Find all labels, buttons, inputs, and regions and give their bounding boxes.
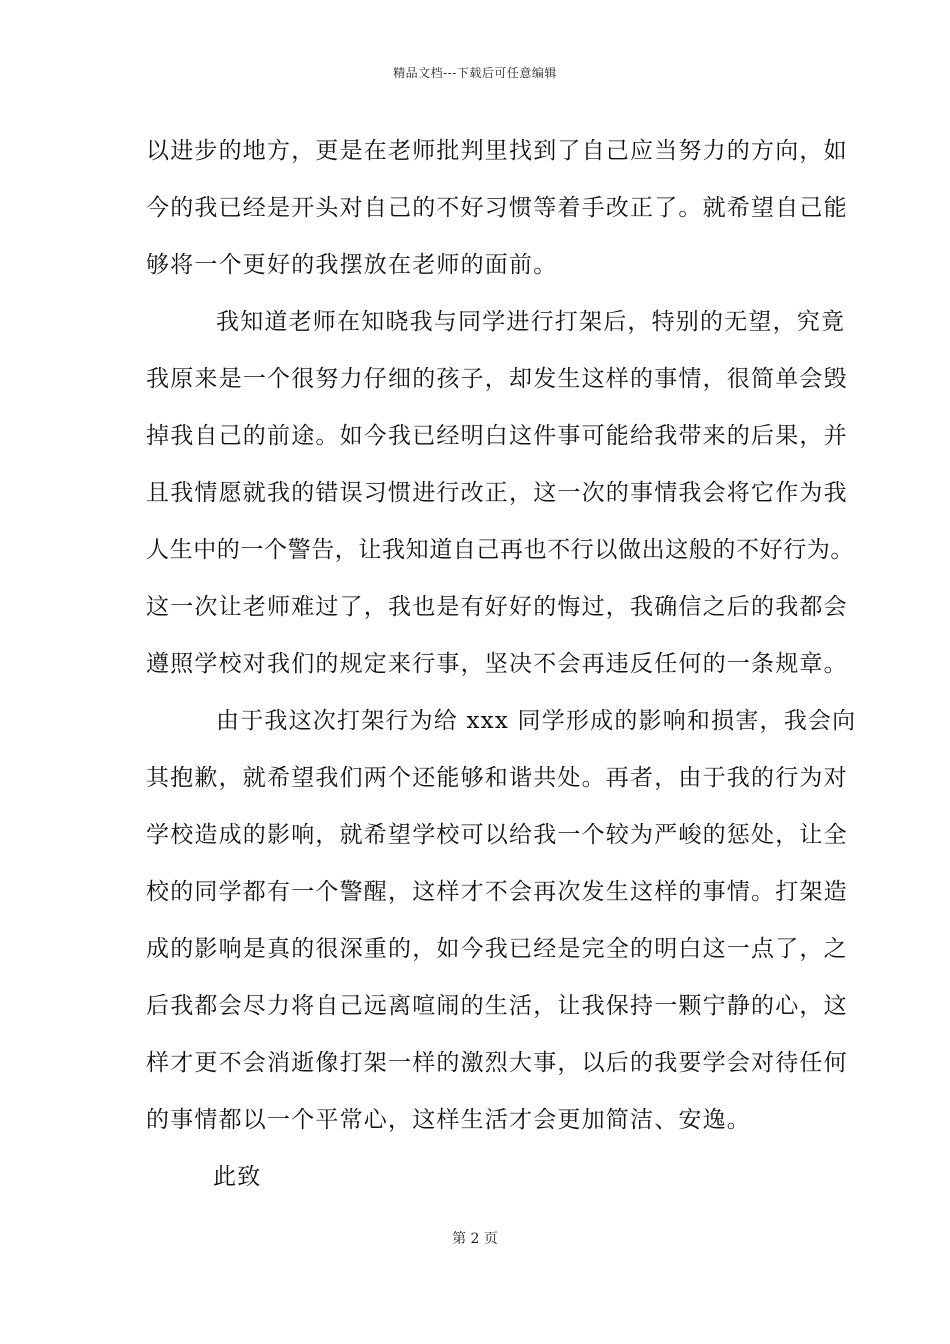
text-line: 够将一个更好的我摆放在老师的面前。 — [146, 252, 558, 278]
text-line: 这一次让老师难过了，我也是有好好的悔过，我确信之后的我都会 — [146, 594, 848, 620]
text-line: 今的我已经是开头对自己的不好习惯等着手改正了。就希望自己能 — [146, 195, 848, 221]
text-line: 样才更不会消逝像打架一样的激烈大事，以后的我要学会对待任何 — [146, 1050, 848, 1076]
paragraph-start-line: 我知道老师在知晓我与同学进行打架后，特别的无望，究竟 — [216, 309, 846, 335]
text-line: 且我情愿就我的错误习惯进行改正，这一次的事情我会将它作为我 — [146, 480, 848, 506]
text-line: 遵照学校对我们的规定来行事，坚决不会再违反任何的一条规章。 — [146, 651, 848, 677]
text-line: 以进步的地方，更是在老师批判里找到了自己应当努力的方向，如 — [146, 138, 848, 164]
text-line: 掉我自己的前途。如今我已经明白这件事可能给我带来的后果，并 — [146, 423, 848, 449]
text-line: 的事情都以一个平常心，这样生活才会更加简洁、安逸。 — [146, 1107, 751, 1133]
page-header: 精品文档---下载后可任意编辑 — [393, 66, 557, 80]
text-line: 人生中的一个警告，让我知道自己再也不行以做出这般的不好行为。 — [146, 537, 854, 563]
closing-salutation: 此致 — [213, 1164, 262, 1190]
text-line: 学校造成的影响，就希望学校可以给我一个较为严峻的惩处，让全 — [146, 822, 848, 848]
text-line: 我原来是一个很努力仔细的孩子，却发生这样的事情，很简单会毁 — [146, 366, 848, 392]
page-number: 第 2 页 — [452, 1231, 498, 1247]
paragraph-start-line: 由于我这次打架行为给 xxx 同学形成的影响和损害，我会向 — [216, 708, 857, 734]
text-line: 成的影响是真的很深重的，如今我已经是完全的明白这一点了，之 — [146, 936, 848, 962]
text-line: 后我都会尽力将自己远离喧闹的生活，让我保持一颗宁静的心，这 — [146, 993, 848, 1019]
text-line: 校的同学都有一个警醒，这样才不会再次发生这样的事情。打架造 — [146, 879, 848, 905]
text-line: 其抱歉，就希望我们两个还能够和谐共处。再者，由于我的行为对 — [146, 765, 848, 791]
